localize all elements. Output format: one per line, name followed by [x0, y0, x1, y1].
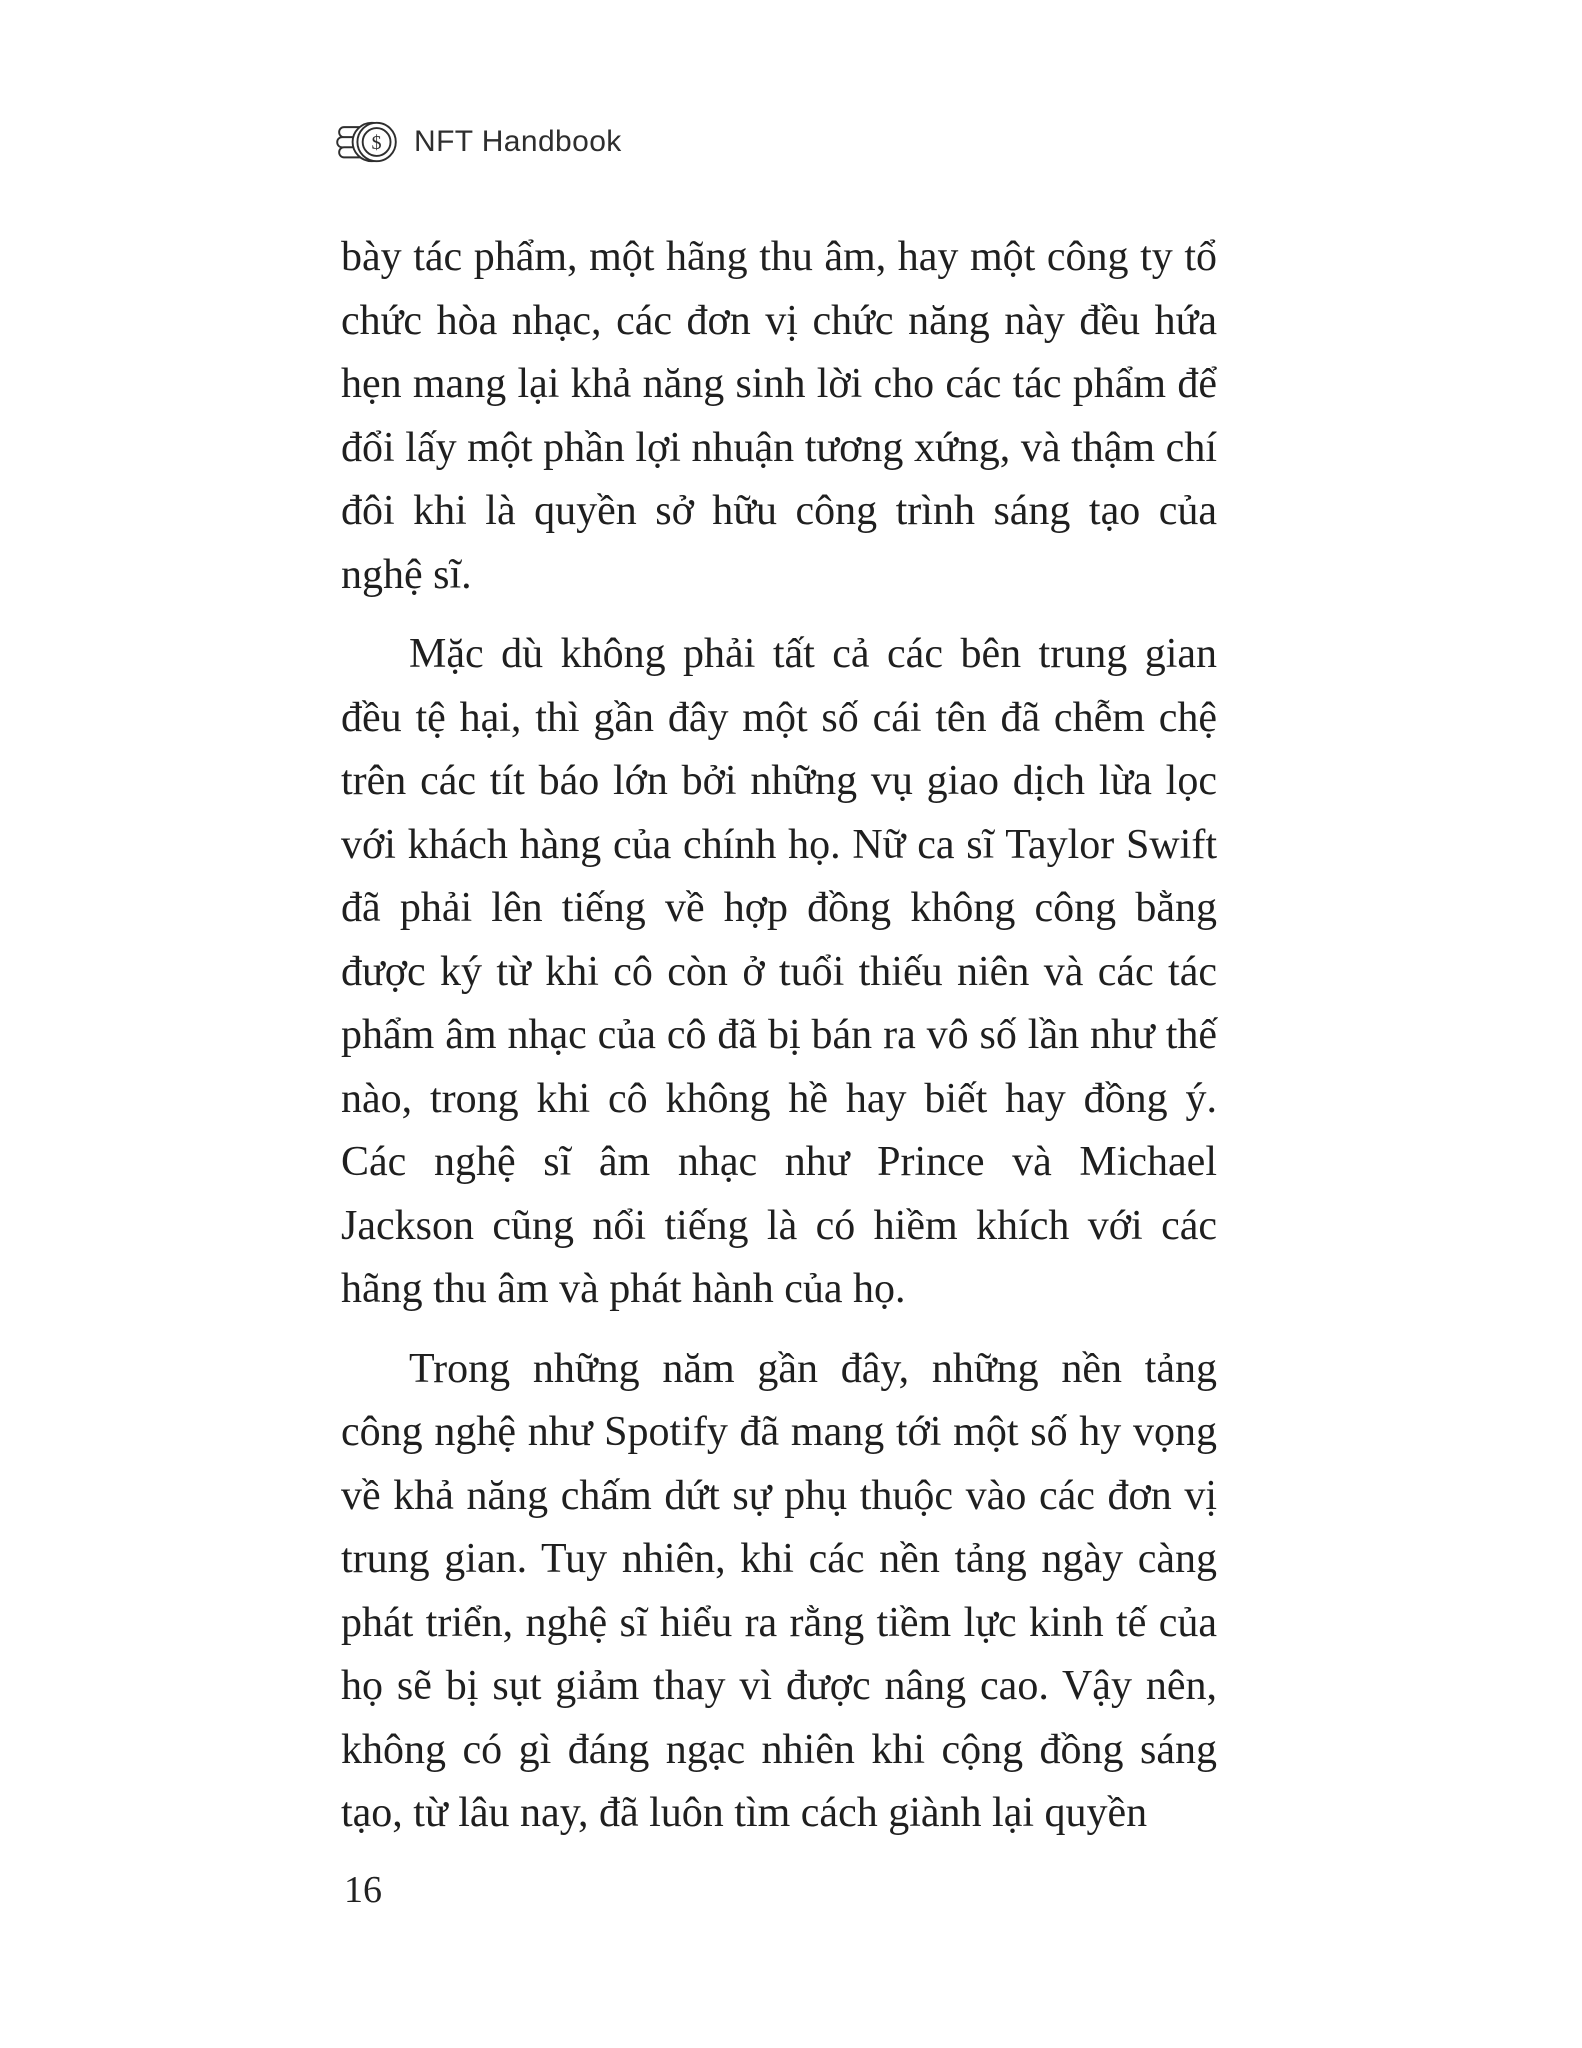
paragraph: bày tác phẩm, một hãng thu âm, hay một công ty tổ chức hòa nhạc, các đơn vị chức năng này đều hứa hẹn mang lại khả năng sinh lời cho các tác phẩm để đổi lấy một phần lợi nhuận tương xứng, và thậm chí đôi khi là quyền sở hữu công trình sáng tạo của nghệ sĩ.: [341, 234, 1217, 598]
book-title: NFT Handbook: [414, 125, 622, 158]
page-header: [335, 118, 622, 166]
page-number: 16: [344, 1869, 382, 1911]
paragraph: Trong những năm gần đây, những nền tảng công nghệ như Spotify đã mang tới một số hy vọng về khả năng chấm dứt sự phụ thuộc vào các đơn vị trung gian. Tuy nhiên, khi các nền tảng ngày càng phát triển, nghệ sĩ hiểu ra rằng tiềm lực kinh tế của họ sẽ bị sụt giảm thay vì được nâng cao. Vậy nên, không có gì đáng ngạc nhiên khi cộng đồng sáng tạo, từ lâu nay, đã luôn tìm cách giành lại quyền: [341, 1345, 1217, 1836]
svg-text:$: $: [371, 131, 382, 154]
body-text: [341, 226, 1217, 1862]
coin-stack-icon: [335, 118, 399, 166]
paragraph: Mặc dù không phải tất cả các bên trung gian đều tệ hại, thì gần đây một số cái tên đã chễm chệ trên các tít báo lớn bởi những vụ giao dịch lừa lọc với khách hàng của chính họ. Nữ ca sĩ Taylor Swift đã phải lên tiếng về hợp đồng không công bằng được ký từ khi cô còn ở tuổi thiếu niên và các tác phẩm âm nhạc của cô đã bị bán ra vô số lần như thế nào, trong khi cô không hề hay biết hay đồng ý. Các nghệ sĩ âm nhạc như Prince và Michael Jackson cũng nổi tiếng là có hiềm khích với các hãng thu âm và phát hành của họ.: [341, 631, 1217, 1312]
